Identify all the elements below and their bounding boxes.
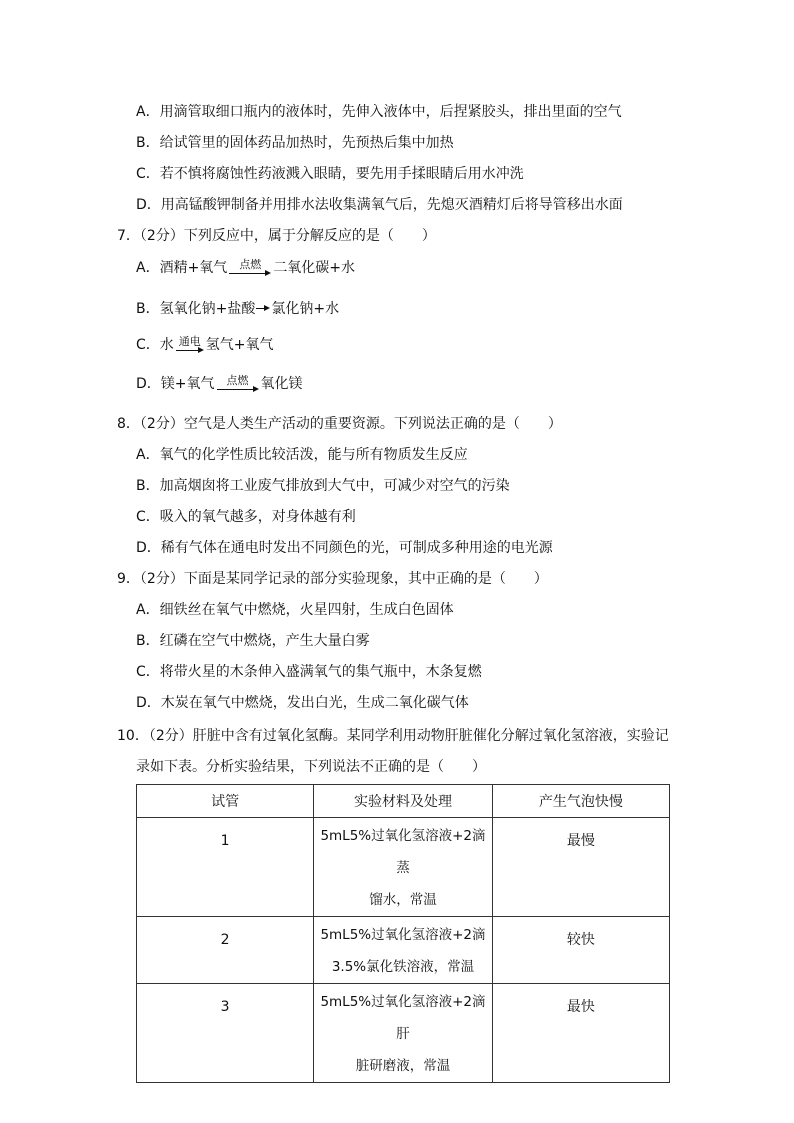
q7-c-reactants: C．水 bbox=[136, 337, 174, 353]
q6-option-b: B．给试管里的固体药品加热时，先预热后集中加热 bbox=[136, 135, 454, 151]
tube-number: 2 bbox=[220, 932, 230, 948]
speed-cell: 最快 bbox=[566, 999, 595, 1015]
header-tube: 试管 bbox=[137, 785, 314, 818]
q10-stem-line2: 录如下表。分析实验结果，下列说法不正确的是（ ） bbox=[136, 759, 486, 775]
q9-option-b: B．红磷在空气中燃烧，产生大量白雾 bbox=[136, 633, 370, 649]
reaction-arrow-icon bbox=[256, 303, 270, 313]
q6-option-d: D．用高锰酸钾制备并用排水法收集满氧气后，先熄灭酒精灯后将导管移出水面 bbox=[136, 197, 623, 213]
q7-d-reactants: D．镁+氧气 bbox=[136, 376, 215, 392]
q8-option-c: C．吸入的氧气越多，对身体越有利 bbox=[136, 509, 356, 525]
q7-a-reactants: A．酒精+氧气 bbox=[136, 260, 228, 276]
material-cell: 5mL5%过氧化氢溶液+2滴 3.5%氯化铁溶液，常温 bbox=[320, 927, 486, 975]
q7-option-c bbox=[136, 335, 274, 355]
q9-option-d: D．木炭在氧气中燃烧，发出白光，生成二氧化碳气体 bbox=[136, 695, 469, 711]
header-material: 实验材料及处理 bbox=[314, 785, 492, 818]
q7-c-products: 氢气+氧气 bbox=[205, 337, 274, 353]
reaction-arrow-icon bbox=[174, 336, 206, 355]
tube-number: 3 bbox=[220, 999, 230, 1015]
q10-stem-line1: 10．（2分）肝脏中含有过氧化氢酶。某同学利用动物肝脏催化分解过氧化氢溶液，实验记 bbox=[117, 728, 669, 744]
q8-option-a: A．氧气的化学性质比较活泼，能与所有物质发生反应 bbox=[136, 447, 468, 463]
material-cell: 5mL5%过氧化氢溶液+2滴肝 脏研磨液，常温 bbox=[320, 994, 486, 1074]
q7-b-reactants: B．氢氧化钠+盐酸 bbox=[136, 301, 256, 317]
q7-a-products: 二氧化碳+水 bbox=[273, 260, 356, 276]
q7-option-b bbox=[136, 299, 339, 319]
table-row bbox=[137, 984, 670, 1083]
tube-number: 1 bbox=[220, 833, 230, 849]
q9-option-c: C．将带火星的木条伸入盛满氧气的集气瓶中，木条复燃 bbox=[136, 664, 482, 680]
speed-cell: 最慢 bbox=[566, 833, 595, 849]
q6-option-c: C．若不慎将腐蚀性药液溅入眼睛，要先用手揉眼睛后用水冲洗 bbox=[136, 166, 524, 182]
table-header-row bbox=[137, 785, 670, 818]
table-row bbox=[137, 917, 670, 984]
q9-stem: 9．（2分）下面是某同学记录的部分实验现象，其中正确的是（ ） bbox=[117, 571, 548, 587]
q7-stem: 7．（2分）下列反应中，属于分解反应的是（ ） bbox=[117, 228, 436, 244]
material-cell: 5mL5%过氧化氢溶液+2滴蒸 馏水，常温 bbox=[320, 828, 486, 908]
q7-c-condition: 通电 bbox=[178, 335, 201, 348]
q7-option-d bbox=[136, 374, 303, 394]
q7-a-condition: 点燃 bbox=[239, 258, 262, 271]
q7-b-products: 氯化钠+水 bbox=[271, 301, 340, 317]
q7-d-products: 氧化镁 bbox=[260, 376, 303, 392]
q6-option-a: A．用滴管取细口瓶内的液体时，先伸入液体中，后捏紧胶头，排出里面的空气 bbox=[136, 104, 622, 120]
q8-option-d: D．稀有气体在通电时发出不同颜色的光，可制成多种用途的电光源 bbox=[136, 540, 553, 556]
speed-cell: 较快 bbox=[566, 932, 595, 948]
q8-option-b: B．加高烟囱将工业废气排放到大气中，可减少对空气的污染 bbox=[136, 478, 510, 494]
header-speed: 产生气泡快慢 bbox=[492, 785, 669, 818]
table-row bbox=[137, 818, 670, 917]
q7-d-condition: 点燃 bbox=[226, 374, 249, 387]
reaction-arrow-icon bbox=[215, 375, 261, 394]
q7-option-a bbox=[136, 258, 355, 278]
q9-option-a: A．细铁丝在氧气中燃烧，火星四射，生成白色固体 bbox=[136, 602, 454, 618]
reaction-arrow-icon bbox=[227, 259, 273, 278]
q8-stem: 8．（2分）空气是人类生产活动的重要资源。下列说法正确的是（ ） bbox=[117, 416, 562, 432]
experiment-table bbox=[136, 784, 670, 1083]
